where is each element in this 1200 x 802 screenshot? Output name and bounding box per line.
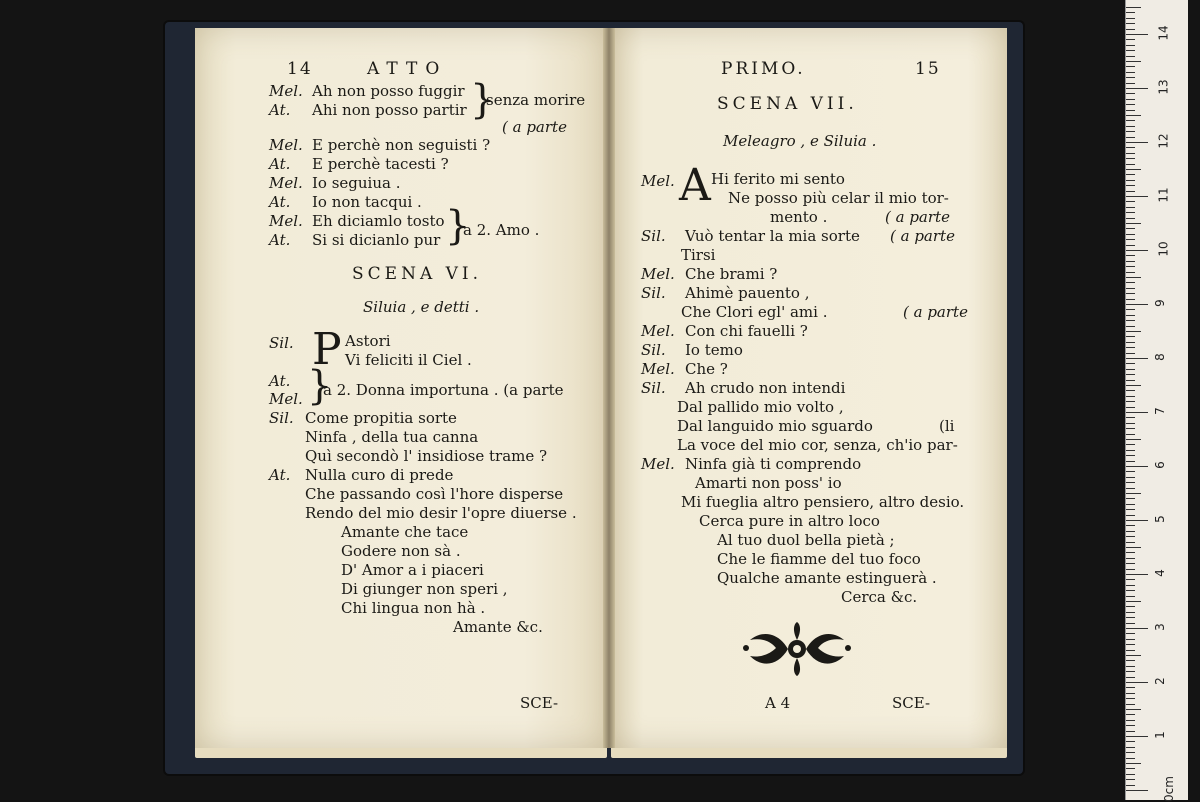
speaker: Mel.: [641, 172, 675, 190]
ruler-tick: [1126, 390, 1135, 391]
text-line: Ah non posso fuggir: [312, 82, 465, 100]
brace: }: [307, 363, 333, 409]
ruler-tick: [1126, 509, 1135, 510]
text-line: Vi feliciti il Ciel .: [345, 351, 472, 369]
ruler-tick: [1126, 774, 1135, 775]
ruler-label: 13: [1156, 79, 1171, 95]
ruler-tick: [1126, 326, 1135, 327]
ruler-tick: [1126, 650, 1135, 651]
ruler-tick: [1126, 83, 1135, 84]
ruler-tick: [1126, 50, 1135, 51]
ruler-tick: [1126, 255, 1135, 256]
scene-title: SCENA VI.: [352, 264, 483, 284]
ruler-tick: [1126, 72, 1135, 73]
ruler-tick: [1126, 380, 1135, 381]
speaker: Sil.: [641, 341, 666, 359]
speaker: Sil.: [641, 284, 666, 302]
speaker: Mel.: [269, 390, 303, 408]
aside-text: ( a parte: [502, 118, 567, 136]
ruler-tick: [1126, 687, 1135, 688]
ruler-tick: [1126, 385, 1141, 386]
aside-text: ( a parte: [890, 227, 955, 245]
signature-mark: A 4: [765, 694, 791, 712]
ruler-tick: [1126, 77, 1135, 78]
ruler-tick: [1126, 596, 1135, 597]
ruler-tick: [1126, 239, 1135, 240]
ruler-tick: [1126, 320, 1135, 321]
ruler-tick: [1126, 720, 1135, 721]
speaker: Mel.: [641, 322, 675, 340]
ruler-tick: [1126, 272, 1135, 273]
ruler-tick: [1126, 714, 1135, 715]
text-line: Che ?: [685, 360, 728, 378]
text-line: Si si dicianlo pur: [312, 231, 441, 249]
text-line: E perchè tacesti ?: [312, 155, 449, 173]
ruler-tick: [1126, 671, 1135, 672]
ruler-tick: [1126, 261, 1135, 262]
ruler-tick: [1126, 504, 1135, 505]
speaker: At.: [269, 101, 291, 119]
ruler-tick: [1126, 56, 1135, 57]
ruler-tick: [1126, 396, 1135, 397]
text-line: Rendo del mio desir l'opre diuerse .: [305, 504, 577, 522]
ruler-label: 7: [1152, 407, 1167, 415]
ruler-tick: [1126, 552, 1135, 553]
ruler-tick: [1126, 536, 1135, 537]
ruler-tick: [1126, 336, 1135, 337]
ruler-tick: [1126, 617, 1135, 618]
ruler-tick: [1126, 23, 1135, 24]
ruler-tick: [1126, 342, 1135, 343]
speaker: At.: [269, 372, 291, 390]
ruler-tick: [1126, 633, 1135, 634]
ruler-tick: [1126, 374, 1135, 375]
ruler-tick: [1126, 299, 1135, 300]
text-line: Che Clori egl' ami .: [681, 303, 828, 321]
ruler-tick: [1126, 174, 1135, 175]
speaker: Sil.: [269, 334, 294, 352]
ruler-tick: [1126, 277, 1141, 278]
ruler-tick: [1126, 196, 1148, 197]
text-line: Hi ferito mi sento: [711, 170, 845, 188]
speaker: Mel.: [269, 82, 303, 100]
ruler-tick: [1126, 45, 1135, 46]
ruler-tick: [1126, 601, 1141, 602]
text-line: Ahimè pauento ,: [685, 284, 810, 302]
ruler-tick: [1126, 245, 1135, 246]
ruler-tick: [1126, 218, 1135, 219]
printer-ornament-icon: [742, 622, 852, 676]
speaker: Mel.: [641, 455, 675, 473]
ruler-tick: [1126, 709, 1141, 710]
text-line: D' Amor a i piaceri: [341, 561, 484, 579]
ruler-tick: [1126, 93, 1135, 94]
ruler-tick: [1126, 126, 1135, 127]
ruler-tick: [1126, 779, 1135, 780]
ruler-tick: [1126, 191, 1135, 192]
ruler-tick: [1126, 612, 1135, 613]
text-line: Di giunger non speri ,: [341, 580, 508, 598]
ruler-tick: [1126, 309, 1135, 310]
text-line: Dal pallido mio volto ,: [677, 398, 844, 416]
ruler-tick: [1126, 547, 1141, 548]
ruler-tick: [1126, 655, 1141, 656]
ruler-tick: [1126, 417, 1135, 418]
ruler-label: 3: [1152, 623, 1167, 631]
ruler-tick: [1126, 18, 1135, 19]
ruler-tick: [1126, 677, 1135, 678]
ruler-tick: [1126, 158, 1135, 159]
text-line: Cerca &c.: [841, 588, 918, 606]
ruler-tick: [1126, 741, 1135, 742]
ruler-tick: [1126, 569, 1135, 570]
ruler-label: 4: [1152, 569, 1167, 577]
ruler-tick: [1126, 29, 1135, 30]
ruler-label: 14: [1156, 25, 1171, 41]
ruler-tick: [1126, 623, 1135, 624]
left-running-head: ATTO: [367, 59, 448, 79]
ruler-tick: [1126, 201, 1135, 202]
ruler-tick: [1126, 682, 1148, 683]
ruler-tick: [1126, 169, 1141, 170]
text-line: Amarti non poss' io: [695, 474, 842, 492]
text-line: Eh diciamlo tosto: [312, 212, 445, 230]
ruler-tick: [1126, 61, 1141, 62]
text-line: Tirsi: [681, 246, 716, 264]
ruler-tick: [1126, 353, 1135, 354]
scene-characters: Siluia , e detti .: [363, 298, 480, 316]
ruler-tick: [1126, 758, 1135, 759]
aside-text: (li: [939, 417, 955, 435]
ruler-tick: [1126, 147, 1135, 148]
speaker: At.: [269, 231, 291, 249]
ruler-label: 11: [1156, 187, 1171, 203]
ruler-tick: [1126, 493, 1141, 494]
ruler-tick: [1126, 704, 1135, 705]
ruler-tick: [1126, 590, 1135, 591]
text-line: Ah crudo non intendi: [685, 379, 846, 397]
ruler-tick: [1126, 585, 1135, 586]
catchword: SCE-: [892, 694, 931, 712]
text-line: Io seguiua .: [312, 174, 401, 192]
ruler-tick: [1126, 34, 1148, 35]
ruler-tick: [1126, 693, 1135, 694]
ruler-tick: [1126, 785, 1135, 786]
ruler-tick: [1126, 515, 1135, 516]
catchword: SCE-: [520, 694, 559, 712]
ruler-tick: [1126, 358, 1148, 359]
ruler-tick: [1126, 563, 1135, 564]
ruler-tick: [1126, 747, 1135, 748]
ruler-tick: [1126, 304, 1148, 305]
ruler-tick: [1126, 558, 1135, 559]
left-page-number: 14: [287, 59, 313, 79]
ruler-tick: [1126, 131, 1135, 132]
ruler-tick: [1126, 331, 1141, 332]
ruler-tick: [1126, 466, 1148, 467]
ruler-tick: [1126, 288, 1135, 289]
ruler-tick: [1126, 439, 1141, 440]
speaker: Sil.: [269, 409, 294, 427]
ruler-tick: [1126, 39, 1135, 40]
ruler-tick: [1126, 407, 1135, 408]
speaker: Sil.: [641, 227, 666, 245]
ruler-tick: [1126, 223, 1141, 224]
text-line: Ninfa già ti comprendo: [685, 455, 862, 473]
ruler-tick: [1126, 644, 1135, 645]
aside-text: ( a parte: [885, 208, 950, 226]
ruler-tick: [1126, 137, 1135, 138]
ruler-tick: [1126, 477, 1135, 478]
text-line: Ninfa , della tua canna: [305, 428, 479, 446]
ruler-tick: [1126, 12, 1135, 13]
ruler-tick: [1126, 423, 1135, 424]
speaker: At.: [269, 193, 291, 211]
speaker: Sil.: [641, 379, 666, 397]
ruler-tick: [1126, 450, 1135, 451]
text-line: Ahi non posso partir: [312, 101, 467, 119]
text-line: Astori: [345, 332, 391, 350]
text-line: Che le fiamme del tuo foco: [717, 550, 921, 568]
text-line: E perchè non seguisti ?: [312, 136, 491, 154]
ruler-tick: [1126, 207, 1135, 208]
ruler-tick: [1126, 153, 1135, 154]
text-line: Io non tacqui .: [312, 193, 422, 211]
open-book: [195, 28, 1015, 768]
ruler-tick: [1126, 434, 1135, 435]
text-line: Che brami ?: [685, 265, 778, 283]
ruler-tick: [1126, 531, 1135, 532]
ruler-label: 1: [1152, 731, 1167, 739]
text-line: Chi lingua non hà .: [341, 599, 486, 617]
ruler-tick: [1126, 488, 1135, 489]
text-line: Che passando così l'hore disperse: [305, 485, 564, 503]
text-line: Godere non sà .: [341, 542, 461, 560]
ruler-label: 12: [1156, 133, 1171, 149]
drop-cap: P: [312, 324, 342, 375]
ruler-tick: [1126, 164, 1135, 165]
ruler-tick: [1126, 471, 1135, 472]
text-line: Mi fueglia altro pensiero, altro desio.: [681, 493, 965, 511]
ruler-tick: [1126, 401, 1135, 402]
ruler-tick: [1126, 428, 1135, 429]
text-line: Amante &c.: [453, 618, 543, 636]
ruler-label: 9: [1152, 299, 1167, 307]
ruler-tick: [1126, 347, 1135, 348]
ruler-tick: [1126, 282, 1135, 283]
ruler-tick: [1126, 763, 1141, 764]
text-line: Al tuo duol bella pietà ;: [717, 531, 895, 549]
ruler-tick: [1126, 725, 1135, 726]
brace: }: [445, 203, 471, 249]
ruler-tick: [1126, 542, 1135, 543]
ruler-label: 5: [1152, 515, 1167, 523]
text-line: Come propitia sorte: [305, 409, 457, 427]
ruler-tick: [1126, 574, 1148, 575]
book-gutter: [603, 28, 615, 748]
text-line: Amante che tace: [341, 523, 469, 541]
ruler-tick: [1126, 768, 1135, 769]
speaker: Mel.: [641, 360, 675, 378]
ruler-tick: [1126, 444, 1135, 445]
ruler-tick: [1126, 628, 1148, 629]
ruler-tick: [1126, 315, 1135, 316]
ruler-tick: [1126, 234, 1135, 235]
ruler-tick: [1126, 660, 1135, 661]
ruler-label: 6: [1152, 461, 1167, 469]
ruler-tick: [1126, 482, 1135, 483]
text-line: a 2. Amo .: [463, 221, 540, 239]
ruler-tick: [1126, 115, 1141, 116]
ruler-tick: [1126, 520, 1148, 521]
text-line: Nulla curo di prede: [305, 466, 454, 484]
right-page-number: 15: [915, 59, 941, 79]
ruler-tick: [1126, 790, 1148, 791]
text-line: senza morire: [486, 91, 586, 109]
text-line: La voce del mio cor, senza, ch'io par-: [677, 436, 958, 454]
ruler-tick: [1126, 99, 1135, 100]
ruler-tick: [1126, 363, 1135, 364]
speaker: At.: [269, 466, 291, 484]
text-line: Ne posso più celar il mio tor-: [728, 189, 949, 207]
ruler-label: 8: [1152, 353, 1167, 361]
aside-text: ( a parte: [903, 303, 968, 321]
text-line: a 2. Donna importuna . (a parte: [323, 381, 564, 399]
text-line: Qualche amante estinguerà .: [717, 569, 937, 587]
ruler-tick: [1126, 7, 1141, 8]
ruler-tick: [1126, 736, 1148, 737]
ruler-tick: [1126, 228, 1135, 229]
ruler-tick: [1126, 698, 1135, 699]
text-line: Io temo: [685, 341, 743, 359]
ruler-tick: [1126, 498, 1135, 499]
ruler-tick: [1126, 579, 1135, 580]
speaker: Mel.: [269, 174, 303, 192]
text-line: Quì secondò l' insidiose trame ?: [305, 447, 548, 465]
right-running-head: PRIMO.: [721, 59, 806, 79]
ruler-tick: [1126, 639, 1135, 640]
ruler-tick: [1126, 606, 1135, 607]
ruler-tick: [1126, 666, 1135, 667]
ruler-tick: [1126, 369, 1135, 370]
speaker: At.: [269, 155, 291, 173]
drop-cap: A: [679, 160, 711, 211]
ruler-tick: [1126, 88, 1148, 89]
ruler-tick: [1126, 120, 1135, 121]
text-line: mento .: [770, 208, 828, 226]
ruler-tick: [1126, 266, 1135, 267]
ruler-tick: [1126, 185, 1135, 186]
ruler-tick: [1126, 212, 1135, 213]
ruler-tick: [1126, 66, 1135, 67]
ruler-tick: [1126, 104, 1135, 105]
ruler-tick: [1126, 293, 1135, 294]
ruler-tick: [1126, 455, 1135, 456]
ruler-tick: [1126, 142, 1148, 143]
ruler-label: 10: [1156, 241, 1171, 257]
scene-title: SCENA VII.: [717, 94, 858, 114]
ruler-tick: [1126, 110, 1135, 111]
scene-characters: Meleagro , e Siluia .: [723, 132, 877, 150]
ruler-tick: [1126, 250, 1148, 251]
speaker: Mel.: [269, 136, 303, 154]
ruler-tick: [1126, 180, 1135, 181]
ruler-tick: [1126, 525, 1135, 526]
text-line: Dal languido mio sguardo: [677, 417, 873, 435]
text-line: Vuò tentar la mia sorte: [685, 227, 860, 245]
brace: }: [470, 77, 496, 123]
ruler-tick: [1126, 461, 1135, 462]
text-line: Cerca pure in altro loco: [699, 512, 880, 530]
text-line: Con chi fauelli ?: [685, 322, 808, 340]
ruler-tick: [1126, 752, 1135, 753]
measuring-ruler: [1125, 0, 1188, 800]
ruler-tick: [1126, 731, 1135, 732]
ruler-label: 2: [1152, 677, 1167, 685]
speaker: Mel.: [641, 265, 675, 283]
speaker: Mel.: [269, 212, 303, 230]
ruler-label: 0cm: [1161, 776, 1176, 802]
ruler-tick: [1126, 412, 1148, 413]
